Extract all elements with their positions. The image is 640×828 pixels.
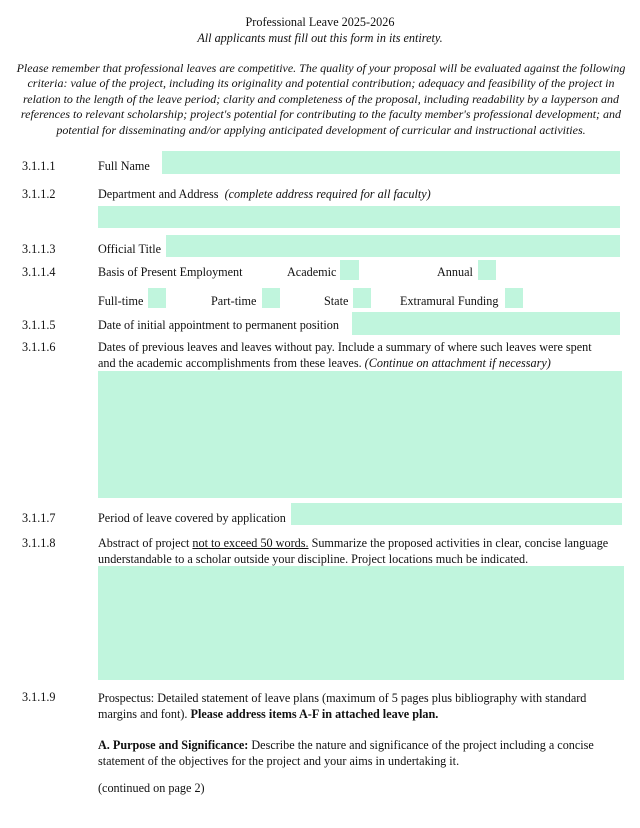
state-option-label: State	[324, 294, 349, 308]
abstract-label: Abstract of project not to exceed 50 words. Summarize the proposed activities in clear, concise language understandable to a scholar outside your discipline. Project locations much be indicated.	[98, 536, 609, 566]
leave-period-label: Period of leave covered by application	[98, 511, 286, 525]
previous-leaves-textarea[interactable]	[98, 371, 622, 498]
section-number: 3.1.1.2	[22, 187, 56, 201]
appointment-date-input[interactable]	[352, 312, 620, 335]
academic-option-label: Academic	[287, 265, 337, 279]
employment-basis-label: Basis of Present Employment	[98, 265, 243, 279]
parttime-option-label: Part-time	[211, 294, 257, 308]
extramural-checkbox[interactable]	[505, 288, 523, 308]
department-address-label: Department and Address (complete address required for all faculty)	[98, 187, 431, 201]
full-name-label: Full Name	[98, 159, 150, 173]
full-name-input[interactable]	[162, 151, 620, 174]
section-number: 3.1.1.1	[22, 159, 56, 173]
continued-note: (continued on page 2)	[98, 781, 205, 795]
prospectus-instruction: Please address items A-F in attached leave plan.	[190, 707, 439, 721]
department-address-input[interactable]	[98, 206, 620, 228]
purpose-significance-paragraph: A. Purpose and Significance: Describe the nature and significance of the project including a concise statement of the objectives for the project and your aims in undertaking it.	[98, 738, 594, 768]
fulltime-checkbox[interactable]	[148, 288, 166, 308]
section-number: 3.1.1.5	[22, 318, 56, 332]
section-number: 3.1.1.4	[22, 265, 56, 279]
appointment-date-label: Date of initial appointment to permanent position	[98, 318, 339, 332]
previous-leaves-note: (Continue on attachment if necessary)	[364, 356, 551, 370]
purpose-significance-heading: A. Purpose and Significance:	[98, 738, 249, 752]
fulltime-option-label: Full-time	[98, 294, 144, 308]
parttime-checkbox[interactable]	[262, 288, 280, 308]
department-address-note: (complete address required for all faculty)	[224, 187, 431, 201]
academic-checkbox[interactable]	[340, 260, 359, 280]
state-checkbox[interactable]	[353, 288, 371, 308]
section-number: 3.1.1.6	[22, 340, 56, 354]
annual-option-label: Annual	[437, 265, 473, 279]
previous-leaves-label: Dates of previous leaves and leaves without pay. Include a summary of where such leaves were spent and the academic accomplishments from these leaves. (Continue on attachment if necessary)	[98, 340, 592, 370]
extramural-option-label: Extramural Funding	[400, 294, 499, 308]
official-title-input[interactable]	[166, 235, 620, 257]
official-title-label: Official Title	[98, 242, 162, 256]
abstract-textarea[interactable]	[98, 566, 624, 680]
section-number: 3.1.1.3	[22, 242, 56, 256]
annual-checkbox[interactable]	[478, 260, 496, 280]
section-number: 3.1.1.9	[22, 690, 56, 704]
form-subtitle: All applicants must fill out this form in its entirety.	[197, 31, 443, 45]
instructions-paragraph: Please remember that professional leaves are competitive. The quality of your proposal will be evaluated against the following criteria: value of the project, including its originality and potential contribution; adequacy and feasibility of the project in relation to the length of the leave period; clarity and completeness of the proposal, including readability by a layperson and references to relevant scholarship; project's potential for contributing to the faculty member's professional development; and potential for disseminating and/or applying anticipated development of curricular and instructional activities.	[16, 61, 626, 137]
leave-period-input[interactable]	[291, 503, 622, 525]
section-number: 3.1.1.7	[22, 511, 56, 525]
form-title: Professional Leave 2025-2026	[245, 15, 395, 29]
word-limit-note: not to exceed 50 words.	[192, 536, 309, 550]
section-number: 3.1.1.8	[22, 536, 56, 550]
prospectus-label: Prospectus: Detailed statement of leave plans (maximum of 5 pages plus bibliography with standard margins and font). Please address items A-F in attached leave plan.	[98, 691, 587, 721]
